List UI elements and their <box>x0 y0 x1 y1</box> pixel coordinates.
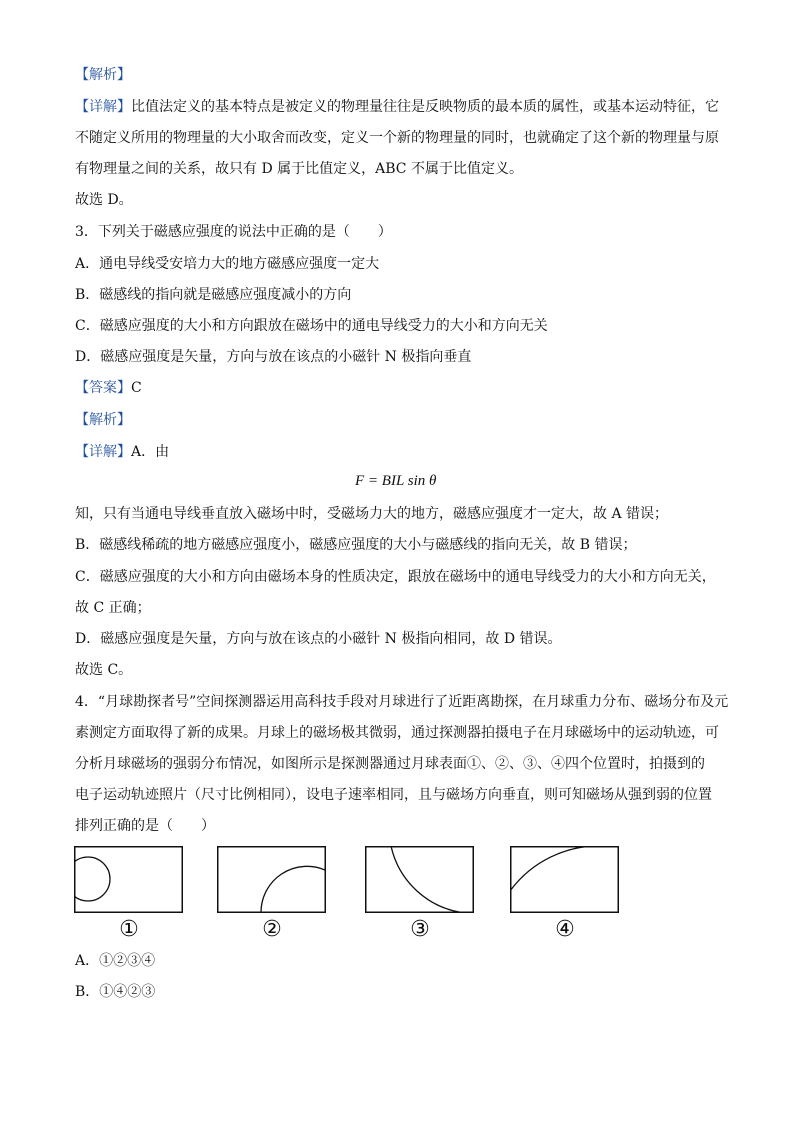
detail-text-line: 比值法定义的基本特点是被定义的物理量往往是反映物质的最本质的属性，或基本运动特征，它 <box>131 99 719 115</box>
question-3-option-d: D．磁感应强度是矢量，方向与放在该点的小磁针 N 极指向垂直 <box>75 349 472 365</box>
detail-tag: 【详解】 <box>75 444 131 460</box>
detail-tag: 【详解】 <box>75 99 131 115</box>
answer-tag: 【答案】 <box>75 380 131 396</box>
detail-text-line: D．磁感应强度是矢量，方向与放在该点的小磁针 N 极指向相同，故 D 错误。 <box>75 631 562 647</box>
detail-text-line: C．磁感应强度的大小和方向由磁场本身的性质决定，跟放在磁场中的通电导线受力的大小和方向无关， <box>75 569 716 585</box>
trajectory-panel-1 <box>74 846 183 913</box>
panel-label-2: ② <box>262 917 282 942</box>
detail-intro: A．由 <box>131 444 170 460</box>
trajectory-panel-2 <box>217 846 326 913</box>
question-4-stem: 排列正确的是（ ） <box>75 818 215 834</box>
panel-label-1: ① <box>119 917 139 942</box>
question-3-stem: 3．下列关于磁感应强度的说法中正确的是（ ） <box>75 224 392 240</box>
analysis-heading-2: 【解析】 <box>75 412 131 428</box>
detail-text-line: 故 C 正确； <box>75 600 151 616</box>
detail-text-line: 有物理量之间的关系，故只有 D 属于比值定义，ABC 不属于比值定义。 <box>75 161 523 177</box>
detail-text-line: 知，只有当通电导线垂直放入磁场中时，受磁场力大的地方，磁感应强度才一定大，故 A 错误； <box>75 506 669 522</box>
answer-value: C <box>131 380 142 396</box>
panel-label-3: ③ <box>410 917 430 942</box>
trajectory-panel-3 <box>365 846 474 913</box>
question-4-stem: 分析月球磁场的强弱分布情况，如图所示是探测器通过月球表面①、②、③、④四个位置时，拍摄到的 <box>75 756 705 772</box>
detail-text-line: B．磁感线稀疏的地方磁感应强度小，磁感应强度的大小与磁感线的指向无关，故 B 错误； <box>75 537 637 553</box>
question-4-stem: 电子运动轨迹照片（尺寸比例相同），设电子速率相同，且与磁场方向垂直，则可知磁场从强到弱的位置 <box>75 787 712 803</box>
question-3-option-b: B．磁感线的指向就是磁感应强度减小的方向 <box>75 287 352 303</box>
detail-paragraph-2 <box>75 442 169 462</box>
analysis-heading-1: 【解析】 <box>75 67 131 83</box>
formula: F = BIL sin θ <box>355 473 437 489</box>
question-4-stem: 4．“月球勘探者号”空间探测器运用高科技手段对月球进行了近距离勘探，在月球重力分布、磁场分布及元 <box>75 694 729 710</box>
trajectory-panel-4 <box>510 846 619 913</box>
choice-conclusion-2: 故选 C。 <box>75 662 133 678</box>
question-4-stem: 素测定方面取得了新的成果。月球上的磁场极其微弱，通过探测器拍摄电子在月球磁场中的运动轨迹，可 <box>75 725 719 741</box>
question-4-option-b: B．①④②③ <box>75 984 156 1000</box>
question-3-option-a: A．通电导线受安培力大的地方磁感应强度一定大 <box>75 256 380 272</box>
question-3-option-c: C．磁感应强度的大小和方向跟放在磁场中的通电导线受力的大小和方向无关 <box>75 318 548 334</box>
detail-paragraph-1 <box>75 97 719 117</box>
panel-label-4: ④ <box>555 917 575 942</box>
answer-line <box>75 378 142 398</box>
choice-conclusion-1: 故选 D。 <box>75 192 133 208</box>
detail-text-line: 不随定义所用的物理量的大小取舍而改变，定义一个新的物理量的同时，也就确定了这个新的物理量与原 <box>75 130 719 146</box>
question-4-option-a: A．①②③④ <box>75 953 156 969</box>
